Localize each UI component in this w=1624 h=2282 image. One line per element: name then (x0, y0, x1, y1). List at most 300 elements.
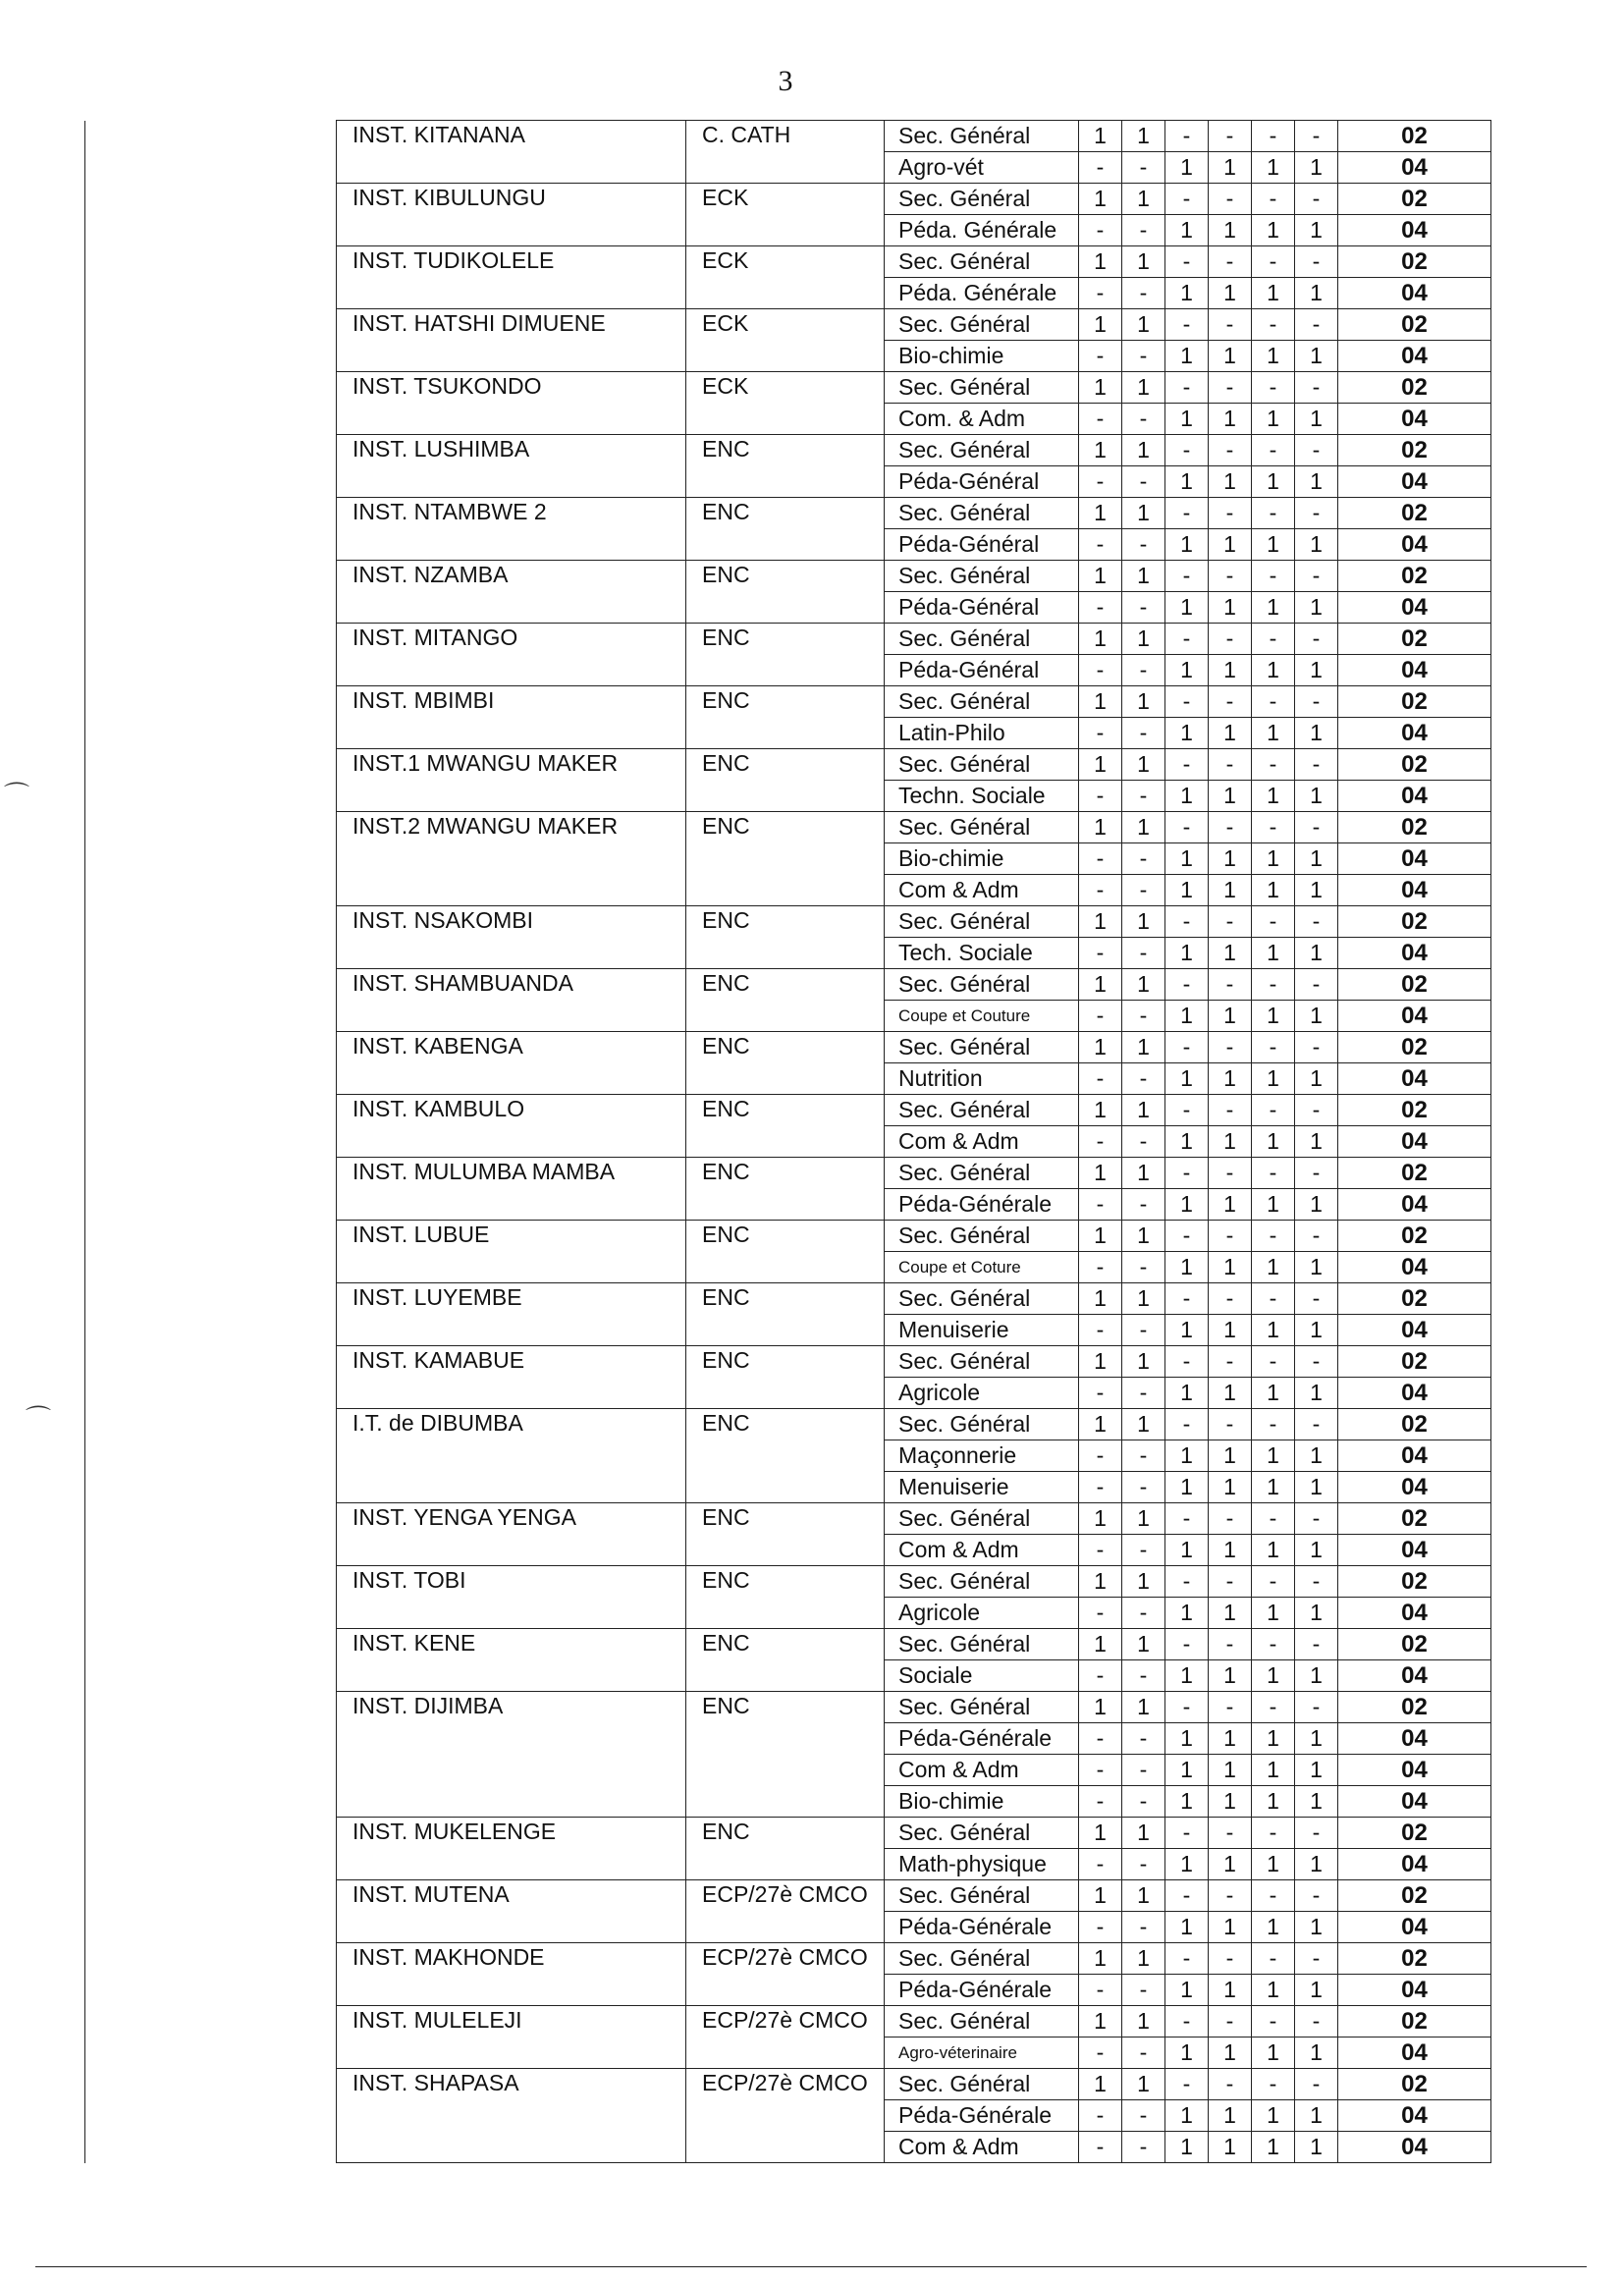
class-cell-6: 1 (1295, 875, 1338, 906)
class-cell-1: 1 (1079, 686, 1122, 718)
total-cell: 04 (1338, 1598, 1491, 1629)
institution-name: INST. YENGA YENGA (337, 1503, 686, 1566)
class-cell-1: - (1079, 781, 1122, 812)
class-cell-6: - (1295, 498, 1338, 529)
class-cell-5: 1 (1252, 1786, 1295, 1818)
class-cell-3: - (1165, 1032, 1209, 1063)
option-label: Bio-chimie (885, 843, 1079, 875)
option-label: Péda-Générale (885, 1189, 1079, 1221)
class-cell-5: 1 (1252, 1755, 1295, 1786)
class-cell-3: 1 (1165, 843, 1209, 875)
class-cell-3: 1 (1165, 781, 1209, 812)
option-label: Sec. Général (885, 1032, 1079, 1063)
total-cell: 02 (1338, 749, 1491, 781)
class-cell-5: 1 (1252, 1001, 1295, 1032)
option-label: Sec. Général (885, 1629, 1079, 1660)
total-cell: 02 (1338, 969, 1491, 1001)
class-cell-2: - (1122, 404, 1165, 435)
total-cell: 02 (1338, 1629, 1491, 1660)
class-cell-3: - (1165, 2069, 1209, 2100)
institution-reseau: ENC (686, 1566, 885, 1629)
class-cell-4: 1 (1209, 1975, 1252, 2006)
class-cell-3: - (1165, 749, 1209, 781)
class-cell-1: - (1079, 592, 1122, 624)
class-cell-3: - (1165, 1158, 1209, 1189)
class-cell-4: - (1209, 561, 1252, 592)
class-cell-2: 1 (1122, 1629, 1165, 1660)
class-cell-4: - (1209, 1283, 1252, 1315)
class-cell-2: - (1122, 875, 1165, 906)
total-cell: 04 (1338, 592, 1491, 624)
class-cell-6: 1 (1295, 341, 1338, 372)
option-label: Com & Adm (885, 2132, 1079, 2163)
institution-name: INST. LUYEMBE (337, 1283, 686, 1346)
total-cell: 02 (1338, 1221, 1491, 1252)
class-cell-5: 1 (1252, 2132, 1295, 2163)
institution-name: INST. NZAMBA (337, 561, 686, 624)
class-cell-5: 1 (1252, 2100, 1295, 2132)
total-cell: 04 (1338, 875, 1491, 906)
class-cell-3: 1 (1165, 1660, 1209, 1692)
total-cell: 02 (1338, 309, 1491, 341)
class-cell-1: 1 (1079, 1158, 1122, 1189)
class-cell-2: 1 (1122, 372, 1165, 404)
institution-reseau: ENC (686, 749, 885, 812)
class-cell-2: 1 (1122, 1346, 1165, 1378)
class-cell-6: 1 (1295, 1252, 1338, 1283)
class-cell-6: - (1295, 624, 1338, 655)
class-cell-6: 1 (1295, 843, 1338, 875)
class-cell-2: - (1122, 1975, 1165, 2006)
class-cell-3: - (1165, 309, 1209, 341)
class-cell-5: - (1252, 1880, 1295, 1912)
total-cell: 04 (1338, 1315, 1491, 1346)
class-cell-3: - (1165, 184, 1209, 215)
class-cell-1: 1 (1079, 624, 1122, 655)
class-cell-6: - (1295, 1221, 1338, 1252)
institution-name: INST. MITANGO (337, 624, 686, 686)
total-cell: 02 (1338, 1032, 1491, 1063)
class-cell-2: - (1122, 1063, 1165, 1095)
class-cell-6: 1 (1295, 1189, 1338, 1221)
option-label: Sec. Général (885, 1283, 1079, 1315)
class-cell-6: - (1295, 184, 1338, 215)
class-cell-4: - (1209, 372, 1252, 404)
class-cell-5: 1 (1252, 1535, 1295, 1566)
total-cell: 04 (1338, 1440, 1491, 1472)
total-cell: 04 (1338, 529, 1491, 561)
class-cell-6: - (1295, 1818, 1338, 1849)
option-label: Maçonnerie (885, 1440, 1079, 1472)
institution-reseau: ENC (686, 1629, 885, 1692)
class-cell-4: - (1209, 1346, 1252, 1378)
class-cell-6: - (1295, 561, 1338, 592)
class-cell-1: 1 (1079, 184, 1122, 215)
class-cell-6: - (1295, 1566, 1338, 1598)
class-cell-4: - (1209, 121, 1252, 152)
total-cell: 02 (1338, 906, 1491, 938)
class-cell-3: - (1165, 246, 1209, 278)
institution-name: INST. MUTENA (337, 1880, 686, 1943)
class-cell-3: - (1165, 1566, 1209, 1598)
class-cell-1: - (1079, 718, 1122, 749)
total-cell: 04 (1338, 1849, 1491, 1880)
class-cell-1: 1 (1079, 1503, 1122, 1535)
class-cell-6: 1 (1295, 529, 1338, 561)
total-cell: 04 (1338, 2100, 1491, 2132)
class-cell-5: 1 (1252, 1472, 1295, 1503)
class-cell-1: - (1079, 1189, 1122, 1221)
class-cell-6: 1 (1295, 1315, 1338, 1346)
class-cell-5: - (1252, 1943, 1295, 1975)
class-cell-2: 1 (1122, 246, 1165, 278)
class-cell-3: 1 (1165, 1126, 1209, 1158)
class-cell-3: 1 (1165, 2100, 1209, 2132)
margin-mark-lower: ⌒ (26, 1404, 52, 1434)
institution-name: INST. MAKHONDE (337, 1943, 686, 2006)
class-cell-3: 1 (1165, 466, 1209, 498)
class-cell-1: 1 (1079, 372, 1122, 404)
class-cell-4: 1 (1209, 1472, 1252, 1503)
option-label: Péda-Générale (885, 1912, 1079, 1943)
class-cell-1: - (1079, 1472, 1122, 1503)
total-cell: 04 (1338, 1189, 1491, 1221)
institution-name: INST. KABENGA (337, 1032, 686, 1095)
class-cell-2: 1 (1122, 1095, 1165, 1126)
class-cell-1: 1 (1079, 1943, 1122, 1975)
institution-reseau: ENC (686, 906, 885, 969)
class-cell-4: 1 (1209, 655, 1252, 686)
blank-left-column (85, 121, 337, 2163)
class-cell-1: 1 (1079, 969, 1122, 1001)
class-cell-5: 1 (1252, 843, 1295, 875)
class-cell-5: 1 (1252, 278, 1295, 309)
class-cell-3: - (1165, 1409, 1209, 1440)
class-cell-4: 1 (1209, 1252, 1252, 1283)
total-cell: 02 (1338, 1943, 1491, 1975)
class-cell-2: - (1122, 2132, 1165, 2163)
option-label: Sec. Général (885, 309, 1079, 341)
page-number: 3 (778, 65, 793, 97)
class-cell-6: - (1295, 1943, 1338, 1975)
class-cell-3: - (1165, 1283, 1209, 1315)
total-cell: 04 (1338, 1912, 1491, 1943)
class-cell-3: - (1165, 1943, 1209, 1975)
class-cell-1: - (1079, 341, 1122, 372)
class-cell-5: 1 (1252, 1440, 1295, 1472)
class-cell-5: - (1252, 749, 1295, 781)
class-cell-3: 1 (1165, 1315, 1209, 1346)
option-label: Latin-Philo (885, 718, 1079, 749)
class-cell-2: 1 (1122, 1221, 1165, 1252)
class-cell-1: 1 (1079, 749, 1122, 781)
class-cell-2: 1 (1122, 498, 1165, 529)
class-cell-1: - (1079, 2038, 1122, 2069)
class-cell-2: - (1122, 1126, 1165, 1158)
class-cell-3: 1 (1165, 1001, 1209, 1032)
class-cell-1: 1 (1079, 1629, 1122, 1660)
class-cell-3: 1 (1165, 404, 1209, 435)
option-label: Sec. Général (885, 1221, 1079, 1252)
class-cell-5: - (1252, 498, 1295, 529)
option-label: Sec. Général (885, 1095, 1079, 1126)
class-cell-5: - (1252, 2069, 1295, 2100)
class-cell-1: 1 (1079, 1032, 1122, 1063)
institution-reseau: ENC (686, 1283, 885, 1346)
class-cell-1: 1 (1079, 1818, 1122, 1849)
class-cell-6: - (1295, 2069, 1338, 2100)
class-cell-1: - (1079, 1378, 1122, 1409)
total-cell: 04 (1338, 781, 1491, 812)
option-label: Sec. Général (885, 372, 1079, 404)
option-label: Sec. Général (885, 184, 1079, 215)
class-cell-4: 1 (1209, 1912, 1252, 1943)
class-cell-4: - (1209, 906, 1252, 938)
institution-name: INST. SHAPASA (337, 2069, 686, 2163)
class-cell-2: - (1122, 1440, 1165, 1472)
class-cell-5: 1 (1252, 215, 1295, 246)
institution-name: INST. KIBULUNGU (337, 184, 686, 246)
class-cell-4: 1 (1209, 592, 1252, 624)
class-cell-6: - (1295, 1158, 1338, 1189)
class-cell-4: 1 (1209, 152, 1252, 184)
class-cell-1: 1 (1079, 435, 1122, 466)
option-label: Sec. Général (885, 624, 1079, 655)
class-cell-3: 1 (1165, 718, 1209, 749)
option-label: Com & Adm (885, 1126, 1079, 1158)
total-cell: 04 (1338, 1660, 1491, 1692)
total-cell: 02 (1338, 2006, 1491, 2038)
class-cell-2: - (1122, 1535, 1165, 1566)
option-label: Menuiserie (885, 1315, 1079, 1346)
option-label: Agro-véterinaire (885, 2038, 1079, 2069)
class-cell-6: - (1295, 906, 1338, 938)
class-cell-1: 1 (1079, 498, 1122, 529)
class-cell-4: 1 (1209, 1598, 1252, 1629)
class-cell-2: 1 (1122, 1566, 1165, 1598)
class-cell-1: 1 (1079, 1409, 1122, 1440)
option-label: Péda-Générale (885, 1723, 1079, 1755)
class-cell-5: - (1252, 1283, 1295, 1315)
institution-reseau: ECP/27è CMCO (686, 2069, 885, 2163)
class-cell-3: - (1165, 372, 1209, 404)
class-cell-6: 1 (1295, 2132, 1338, 2163)
class-cell-4: 1 (1209, 1723, 1252, 1755)
total-cell: 04 (1338, 404, 1491, 435)
institution-name: INST. MBIMBI (337, 686, 686, 749)
total-cell: 04 (1338, 2038, 1491, 2069)
option-label: Péda. Générale (885, 215, 1079, 246)
class-cell-1: 1 (1079, 812, 1122, 843)
class-cell-1: 1 (1079, 906, 1122, 938)
class-cell-4: - (1209, 812, 1252, 843)
option-label: Tech. Sociale (885, 938, 1079, 969)
table-body (85, 121, 1491, 2163)
class-cell-5: - (1252, 1409, 1295, 1440)
total-cell: 04 (1338, 1975, 1491, 2006)
class-cell-1: 1 (1079, 1692, 1122, 1723)
class-cell-1: - (1079, 1001, 1122, 1032)
institution-name: INST. MUKELENGE (337, 1818, 686, 1880)
class-cell-3: - (1165, 1346, 1209, 1378)
class-cell-2: 1 (1122, 749, 1165, 781)
total-cell: 04 (1338, 1126, 1491, 1158)
class-cell-5: - (1252, 1566, 1295, 1598)
class-cell-1: - (1079, 1063, 1122, 1095)
option-label: Sec. Général (885, 1818, 1079, 1849)
class-cell-5: 1 (1252, 1252, 1295, 1283)
class-cell-4: - (1209, 969, 1252, 1001)
institution-name: INST. MULUMBA MAMBA (337, 1158, 686, 1221)
class-cell-4: 1 (1209, 843, 1252, 875)
total-cell: 02 (1338, 561, 1491, 592)
institution-reseau: ECK (686, 246, 885, 309)
institution-name: I.T. de DIBUMBA (337, 1409, 686, 1503)
class-cell-2: - (1122, 278, 1165, 309)
class-cell-5: - (1252, 184, 1295, 215)
institution-name: INST. TSUKONDO (337, 372, 686, 435)
class-cell-2: 1 (1122, 812, 1165, 843)
class-cell-2: - (1122, 1849, 1165, 1880)
total-cell: 02 (1338, 1503, 1491, 1535)
class-cell-2: - (1122, 2100, 1165, 2132)
class-cell-1: - (1079, 152, 1122, 184)
class-cell-3: - (1165, 812, 1209, 843)
class-cell-6: 1 (1295, 278, 1338, 309)
class-cell-6: 1 (1295, 1063, 1338, 1095)
class-cell-5: 1 (1252, 1378, 1295, 1409)
class-cell-1: - (1079, 1126, 1122, 1158)
class-cell-2: - (1122, 1378, 1165, 1409)
class-cell-5: 1 (1252, 938, 1295, 969)
class-cell-4: 1 (1209, 1440, 1252, 1472)
class-cell-3: - (1165, 1095, 1209, 1126)
option-label: Coupe et Couture (885, 1001, 1079, 1032)
class-cell-6: 1 (1295, 655, 1338, 686)
option-label: Péda-Générale (885, 1975, 1079, 2006)
class-cell-4: - (1209, 184, 1252, 215)
institution-reseau: ENC (686, 1032, 885, 1095)
class-cell-1: 1 (1079, 1566, 1122, 1598)
option-label: Sec. Général (885, 498, 1079, 529)
class-cell-3: - (1165, 2006, 1209, 2038)
total-cell: 04 (1338, 1063, 1491, 1095)
class-cell-6: 1 (1295, 1535, 1338, 1566)
option-label: Sec. Général (885, 1409, 1079, 1440)
option-label: Agro-vét (885, 152, 1079, 184)
class-cell-5: 1 (1252, 2038, 1295, 2069)
institution-name: INST. KENE (337, 1629, 686, 1692)
institution-name: INST.2 MWANGU MAKER (337, 812, 686, 906)
class-cell-6: 1 (1295, 718, 1338, 749)
class-cell-2: - (1122, 1786, 1165, 1818)
class-cell-6: 1 (1295, 781, 1338, 812)
institution-name: INST. KITANANA (337, 121, 686, 184)
class-cell-4: - (1209, 1032, 1252, 1063)
institution-name: INST. HATSHI DIMUENE (337, 309, 686, 372)
total-cell: 02 (1338, 372, 1491, 404)
class-cell-6: - (1295, 435, 1338, 466)
class-cell-4: - (1209, 435, 1252, 466)
institution-name: INST. TOBI (337, 1566, 686, 1629)
class-cell-1: - (1079, 1660, 1122, 1692)
option-label: Sociale (885, 1660, 1079, 1692)
class-cell-6: - (1295, 1629, 1338, 1660)
class-cell-2: 1 (1122, 1943, 1165, 1975)
class-cell-1: - (1079, 1849, 1122, 1880)
class-cell-3: 1 (1165, 1975, 1209, 2006)
class-cell-4: 1 (1209, 938, 1252, 969)
class-cell-5: - (1252, 246, 1295, 278)
institution-reseau: ECK (686, 309, 885, 372)
class-cell-5: - (1252, 121, 1295, 152)
class-cell-2: - (1122, 466, 1165, 498)
total-cell: 02 (1338, 1283, 1491, 1315)
total-cell: 02 (1338, 1409, 1491, 1440)
option-label: Menuiserie (885, 1472, 1079, 1503)
class-cell-6: - (1295, 1880, 1338, 1912)
class-cell-2: - (1122, 529, 1165, 561)
class-cell-5: 1 (1252, 341, 1295, 372)
class-cell-6: 1 (1295, 938, 1338, 969)
option-label: Com & Adm (885, 1535, 1079, 1566)
class-cell-1: - (1079, 1598, 1122, 1629)
class-cell-6: 1 (1295, 1472, 1338, 1503)
option-label: Com & Adm (885, 1755, 1079, 1786)
total-cell: 02 (1338, 498, 1491, 529)
total-cell: 04 (1338, 718, 1491, 749)
class-cell-1: - (1079, 1786, 1122, 1818)
class-cell-1: - (1079, 1535, 1122, 1566)
total-cell: 04 (1338, 1378, 1491, 1409)
total-cell: 04 (1338, 2132, 1491, 2163)
class-cell-6: 1 (1295, 1001, 1338, 1032)
class-cell-3: 1 (1165, 875, 1209, 906)
option-label: Sec. Général (885, 1566, 1079, 1598)
total-cell: 02 (1338, 1346, 1491, 1378)
class-cell-2: 1 (1122, 1283, 1165, 1315)
institution-reseau: ENC (686, 435, 885, 498)
class-cell-5: - (1252, 1503, 1295, 1535)
class-cell-6: - (1295, 969, 1338, 1001)
total-cell: 02 (1338, 1566, 1491, 1598)
class-cell-5: 1 (1252, 1598, 1295, 1629)
total-cell: 04 (1338, 1535, 1491, 1566)
class-cell-4: 1 (1209, 1126, 1252, 1158)
class-cell-4: 1 (1209, 1063, 1252, 1095)
option-label: Péda-Générale (885, 2100, 1079, 2132)
class-cell-5: - (1252, 372, 1295, 404)
class-cell-6: 1 (1295, 1849, 1338, 1880)
class-cell-1: - (1079, 1252, 1122, 1283)
class-cell-4: 1 (1209, 781, 1252, 812)
institution-name: INST. MULELEJI (337, 2006, 686, 2069)
class-cell-3: 1 (1165, 1723, 1209, 1755)
total-cell: 02 (1338, 1880, 1491, 1912)
institution-reseau: ENC (686, 1221, 885, 1283)
class-cell-2: 1 (1122, 2006, 1165, 2038)
option-label: Coupe et Coture (885, 1252, 1079, 1283)
class-cell-5: 1 (1252, 592, 1295, 624)
class-cell-3: - (1165, 121, 1209, 152)
class-cell-5: - (1252, 686, 1295, 718)
class-cell-5: - (1252, 1095, 1295, 1126)
class-cell-1: 1 (1079, 121, 1122, 152)
total-cell: 02 (1338, 1692, 1491, 1723)
class-cell-2: 1 (1122, 435, 1165, 466)
class-cell-1: - (1079, 1912, 1122, 1943)
bottom-rule (35, 2266, 1587, 2267)
